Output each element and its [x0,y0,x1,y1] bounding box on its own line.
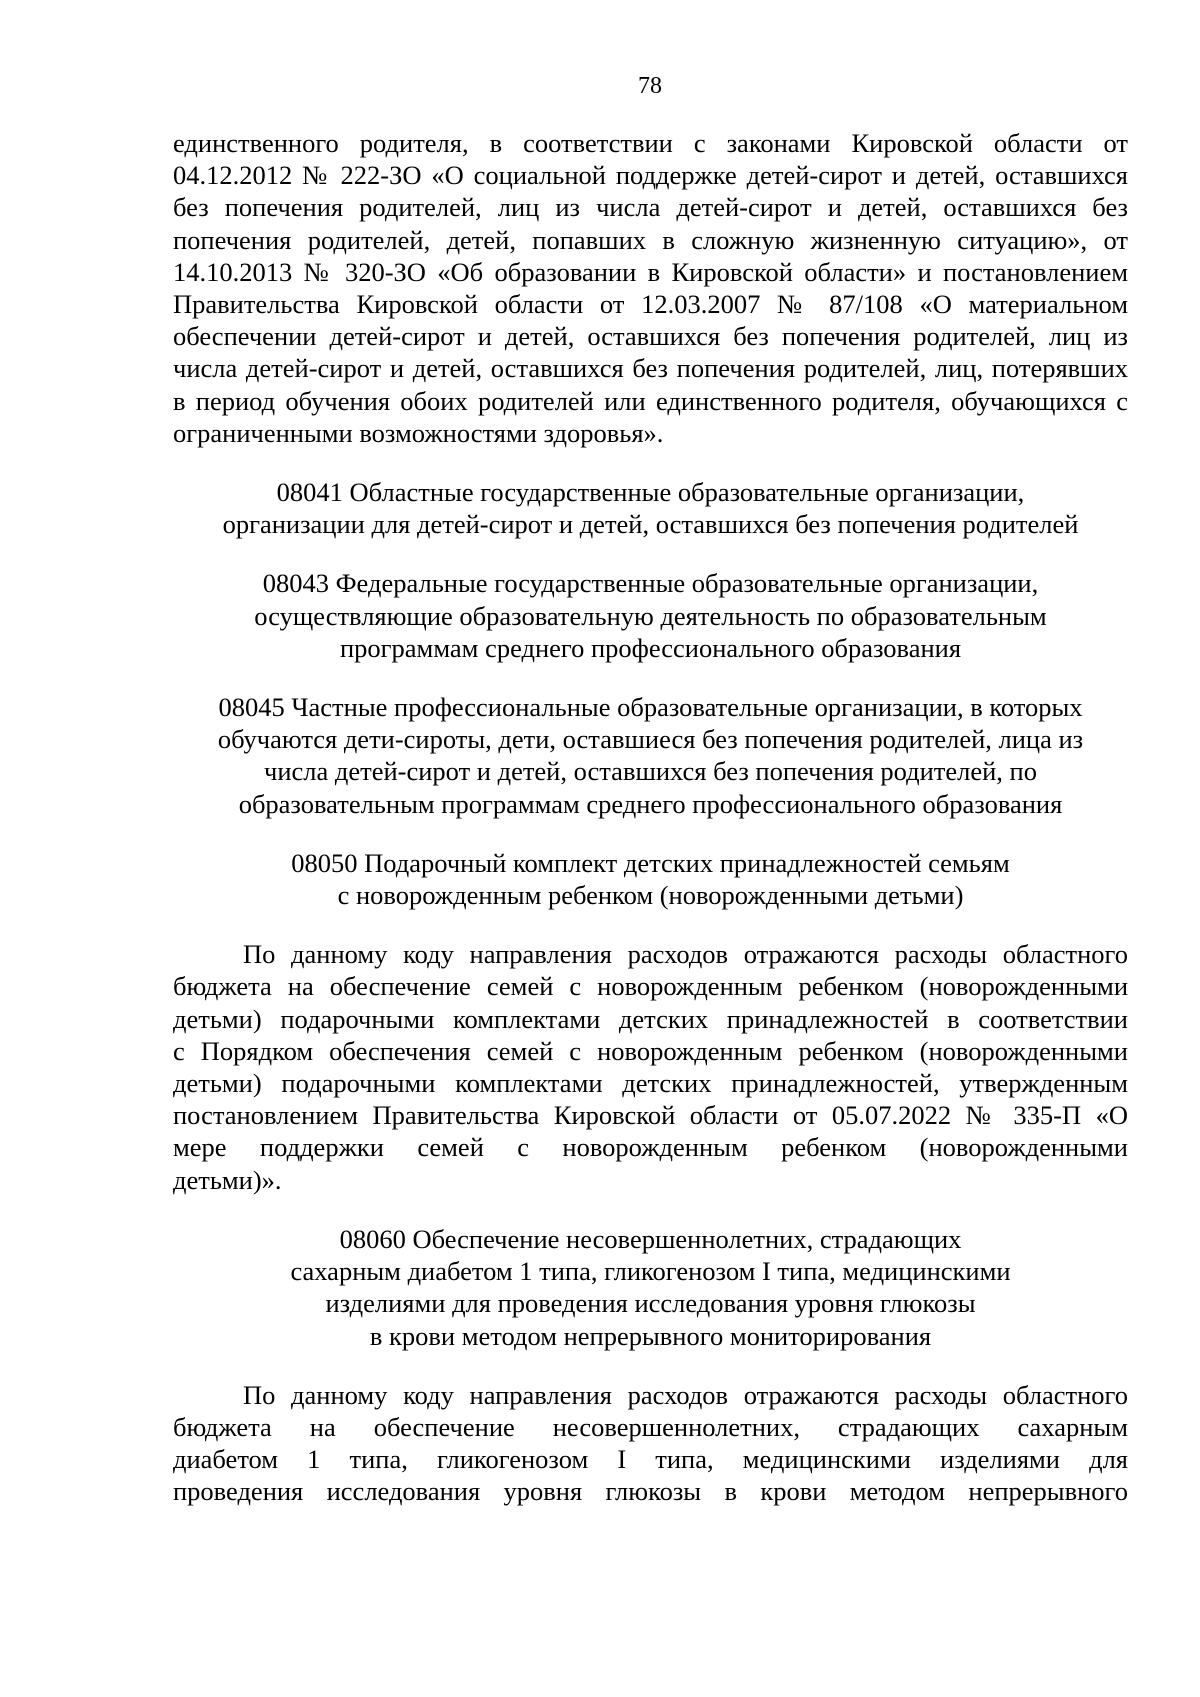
heading-line: 08050 Подарочный комплект детских принадлежностей семьям [291,847,1010,878]
text-line: детьми) подарочными комплектами детских принадлежностей, утвержденным [173,1068,1128,1099]
text-line: бюджета на обеспечение семей с новорожденным ребенком (новорожденными [173,971,1128,1002]
text-line: проведения исследования уровня глюкозы в крови методом непрерывного [173,1476,1128,1507]
heading-line: сахарным диабетом 1 типа, гликогенозом I типа, медицинскими [290,1256,1011,1287]
text-line: ограниченными возможностями здоровья». [173,417,664,448]
heading-line: числа детей-сирот и детей, оставшихся без попечения родителей, по [264,756,1037,787]
text-line: с Порядком обеспечения семей с новорожденным ребенком (новорожденными [173,1035,1128,1066]
text-line: единственного родителя, в соответствии с законами Кировской области от [173,128,1128,158]
page-number: 78 [638,73,662,99]
text-line: в период обучения обоих родителей или единственного родителя, обучающихся с [173,385,1128,416]
heading-line: 08041 Областные государственные образовательные организации, [276,477,1025,508]
text-line: постановлением Правительства Кировской области от 05.07.2022 № 335-П «О [173,1100,1128,1131]
text-line: диабетом 1 типа, гликогенозом I типа, медицинскими изделиями для [173,1444,1128,1475]
heading-line: обучаются дети-сироты, дети, оставшиеся без попечения родителей, лица из [217,724,1084,755]
heading-line: организации для детей-сирот и детей, оставшихся без попечения родителей [222,509,1079,540]
document-body [173,127,1128,1508]
text-line: По данному коду направления расходов отражаются расходы областного [243,939,1128,970]
section-heading-08050 [173,847,1128,911]
text-line: мере поддержки семей с новорожденным ребенком (новорожденными [173,1132,1128,1163]
heading-line: с новорожденным ребенком (новорожденными детьми) [337,880,964,911]
paragraph-08050-description [173,938,1128,1196]
text-line: попечения родителей, детей, попавших в сложную жизненную ситуацию», от [173,224,1128,255]
text-line: Правительства Кировской области от 12.03.2007 № 87/108 «О материальном [173,289,1128,320]
section-heading-08043 [173,567,1128,664]
heading-line: образовательным программам среднего профессионального образования [238,788,1063,819]
heading-line: в крови методом непрерывного мониторирования [369,1320,932,1351]
heading-line: программам среднего профессионального образования [339,632,962,663]
text-line: обеспечении детей-сирот и детей, оставшихся без попечения родителей, лиц из [173,321,1128,352]
text-line: детьми)». [173,1164,282,1195]
text-line: без попечения родителей, лиц из числа детей-сирот и детей, оставшихся без [173,192,1128,223]
heading-line: 08043 Федеральные государственные образовательные организации, [262,568,1039,599]
text-line: бюджета на обеспечение несовершеннолетних, страдающих сахарным [173,1411,1128,1442]
text-line: числа детей-сирот и детей, оставшихся без попечения родителей, лиц, потерявших [173,353,1128,384]
section-heading-08060 [173,1223,1128,1352]
section-heading-08045 [173,691,1128,820]
text-line: детьми) подарочными комплектами детских принадлежностей в соответствии [173,1003,1128,1034]
paragraph-continuation [173,127,1128,449]
paragraph-08060-description [173,1379,1128,1508]
section-heading-08041 [173,476,1128,540]
heading-line: осуществляющие образовательную деятельность по образовательным [254,600,1047,631]
text-line: 14.10.2013 № 320-ЗО «Об образовании в Кировской области» и постановлением [173,256,1128,287]
heading-line: изделиями для проведения исследования уровня глюкозы [325,1288,976,1319]
text-line: По данному коду направления расходов отражаются расходы областного [243,1379,1128,1410]
heading-line: 08060 Обеспечение несовершеннолетних, страдающих [339,1223,962,1254]
heading-line: 08045 Частные профессиональные образовательные организации, в которых [218,692,1083,723]
text-line: 04.12.2012 № 222-ЗО «О социальной поддержке детей-сирот и детей, оставшихся [173,160,1128,191]
